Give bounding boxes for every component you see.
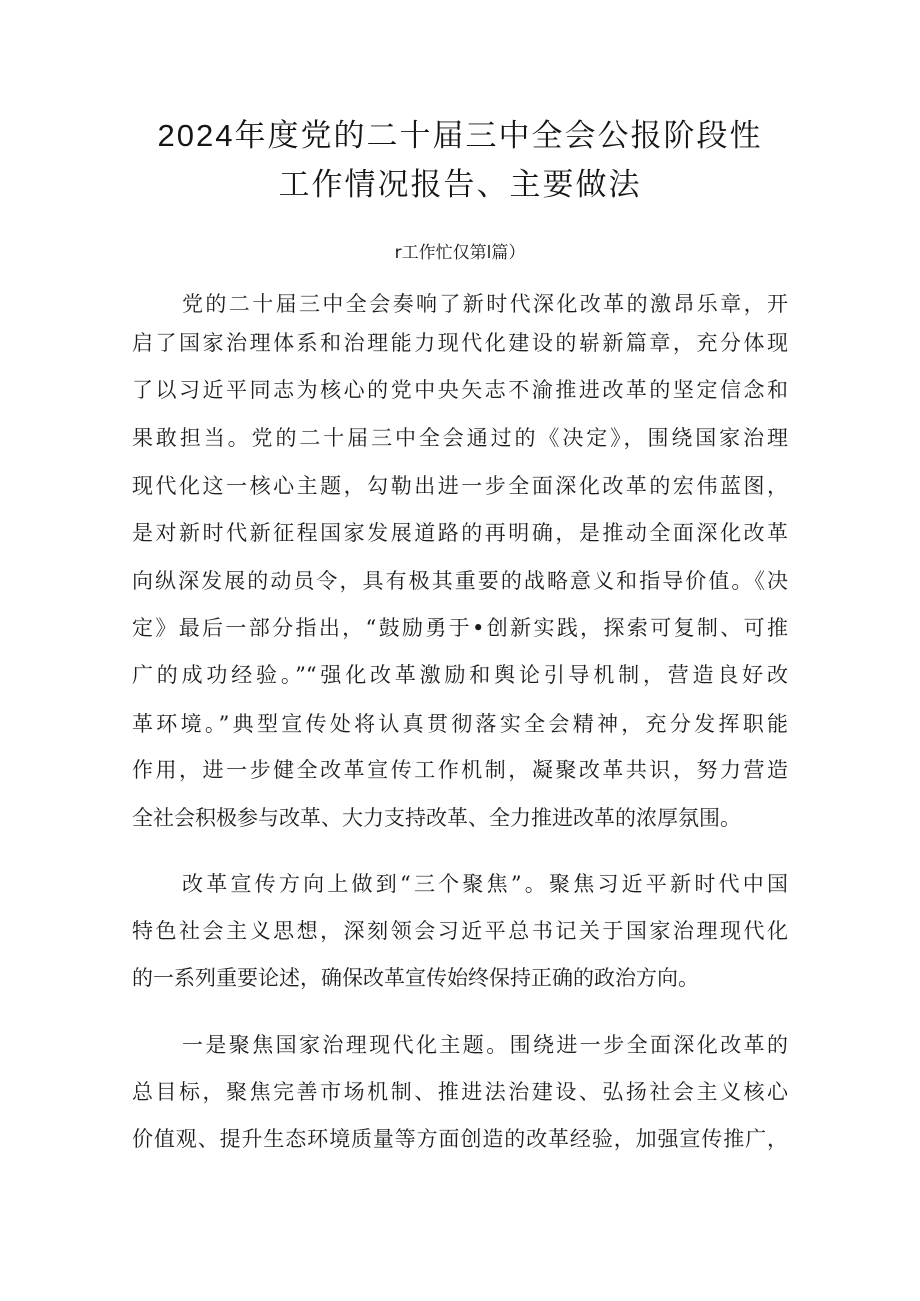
text-line: 党的二十届三中全会奏响了新时代深化改革的激昂乐章，开 <box>182 292 788 316</box>
text-line: 价值观、提升生态环境质量等方面创造的改革经验，加强宣传推广， <box>132 1127 788 1151</box>
text-line: 的一系列重要论述，确保改革宣传始终保持正确的政治方向。 <box>132 966 699 990</box>
text-line: 作用，进一步健全改革宣传工作机制，凝聚改革共识，努力营造 <box>132 758 788 782</box>
text-line: 现代化这一核心主题，勾勒出进一步全面深化改革的宏伟蓝图， <box>132 474 788 498</box>
text-line: 革环境。”典型宣传处将认真贯彻落实全会精神，充分发挥职能 <box>132 712 788 736</box>
text-line: 是对新时代新征程国家发展道路的再明确，是推动全面深化改革 <box>132 521 788 545</box>
text-line: 启了国家治理体系和治理能力现代化建设的崭新篇章，充分体现 <box>132 331 788 355</box>
text-line: 特色社会主义思想，深刻领会习近平总书记关于国家治理现代化 <box>132 919 788 943</box>
text-line: 全社会积极参与改革、大力支持改革、全力推进改革的浓厚氛围。 <box>132 806 741 830</box>
document-title-line-1: 2024年度党的二十届三中全会公报阶段性 <box>157 118 763 153</box>
text-line: 一是聚焦国家治理现代化主题。围绕进一步全面深化改革的 <box>182 1033 788 1057</box>
text-line: 果敢担当。党的二十届三中全会通过的《决定》，围绕国家治理 <box>132 426 788 450</box>
text-line: 改革宣传方向上做到“三个聚焦”。聚焦习近平新时代中国 <box>182 872 788 896</box>
text-line: 总目标，聚焦完善市场机制、推进法治建设、弘扬社会主义核心 <box>132 1080 788 1104</box>
document-subtitle: r工作忙仅第l篇） <box>394 243 526 263</box>
text-line: 广的成功经验。”“强化改革激励和舆论引导机制，营造良好改 <box>132 663 788 687</box>
document-title-line-2: 工作情况报告、主要做法 <box>278 167 642 202</box>
text-line: 定》最后一部分指出，“鼓励勇于•创新实践，探索可复制、可推 <box>132 616 788 640</box>
text-line: 了以习近平同志为核心的党中央矢志不渝推进改革的坚定信念和 <box>132 378 788 402</box>
text-line: 向纵深发展的动员令，具有极其重要的战略意义和指导价值。《决 <box>132 569 788 593</box>
